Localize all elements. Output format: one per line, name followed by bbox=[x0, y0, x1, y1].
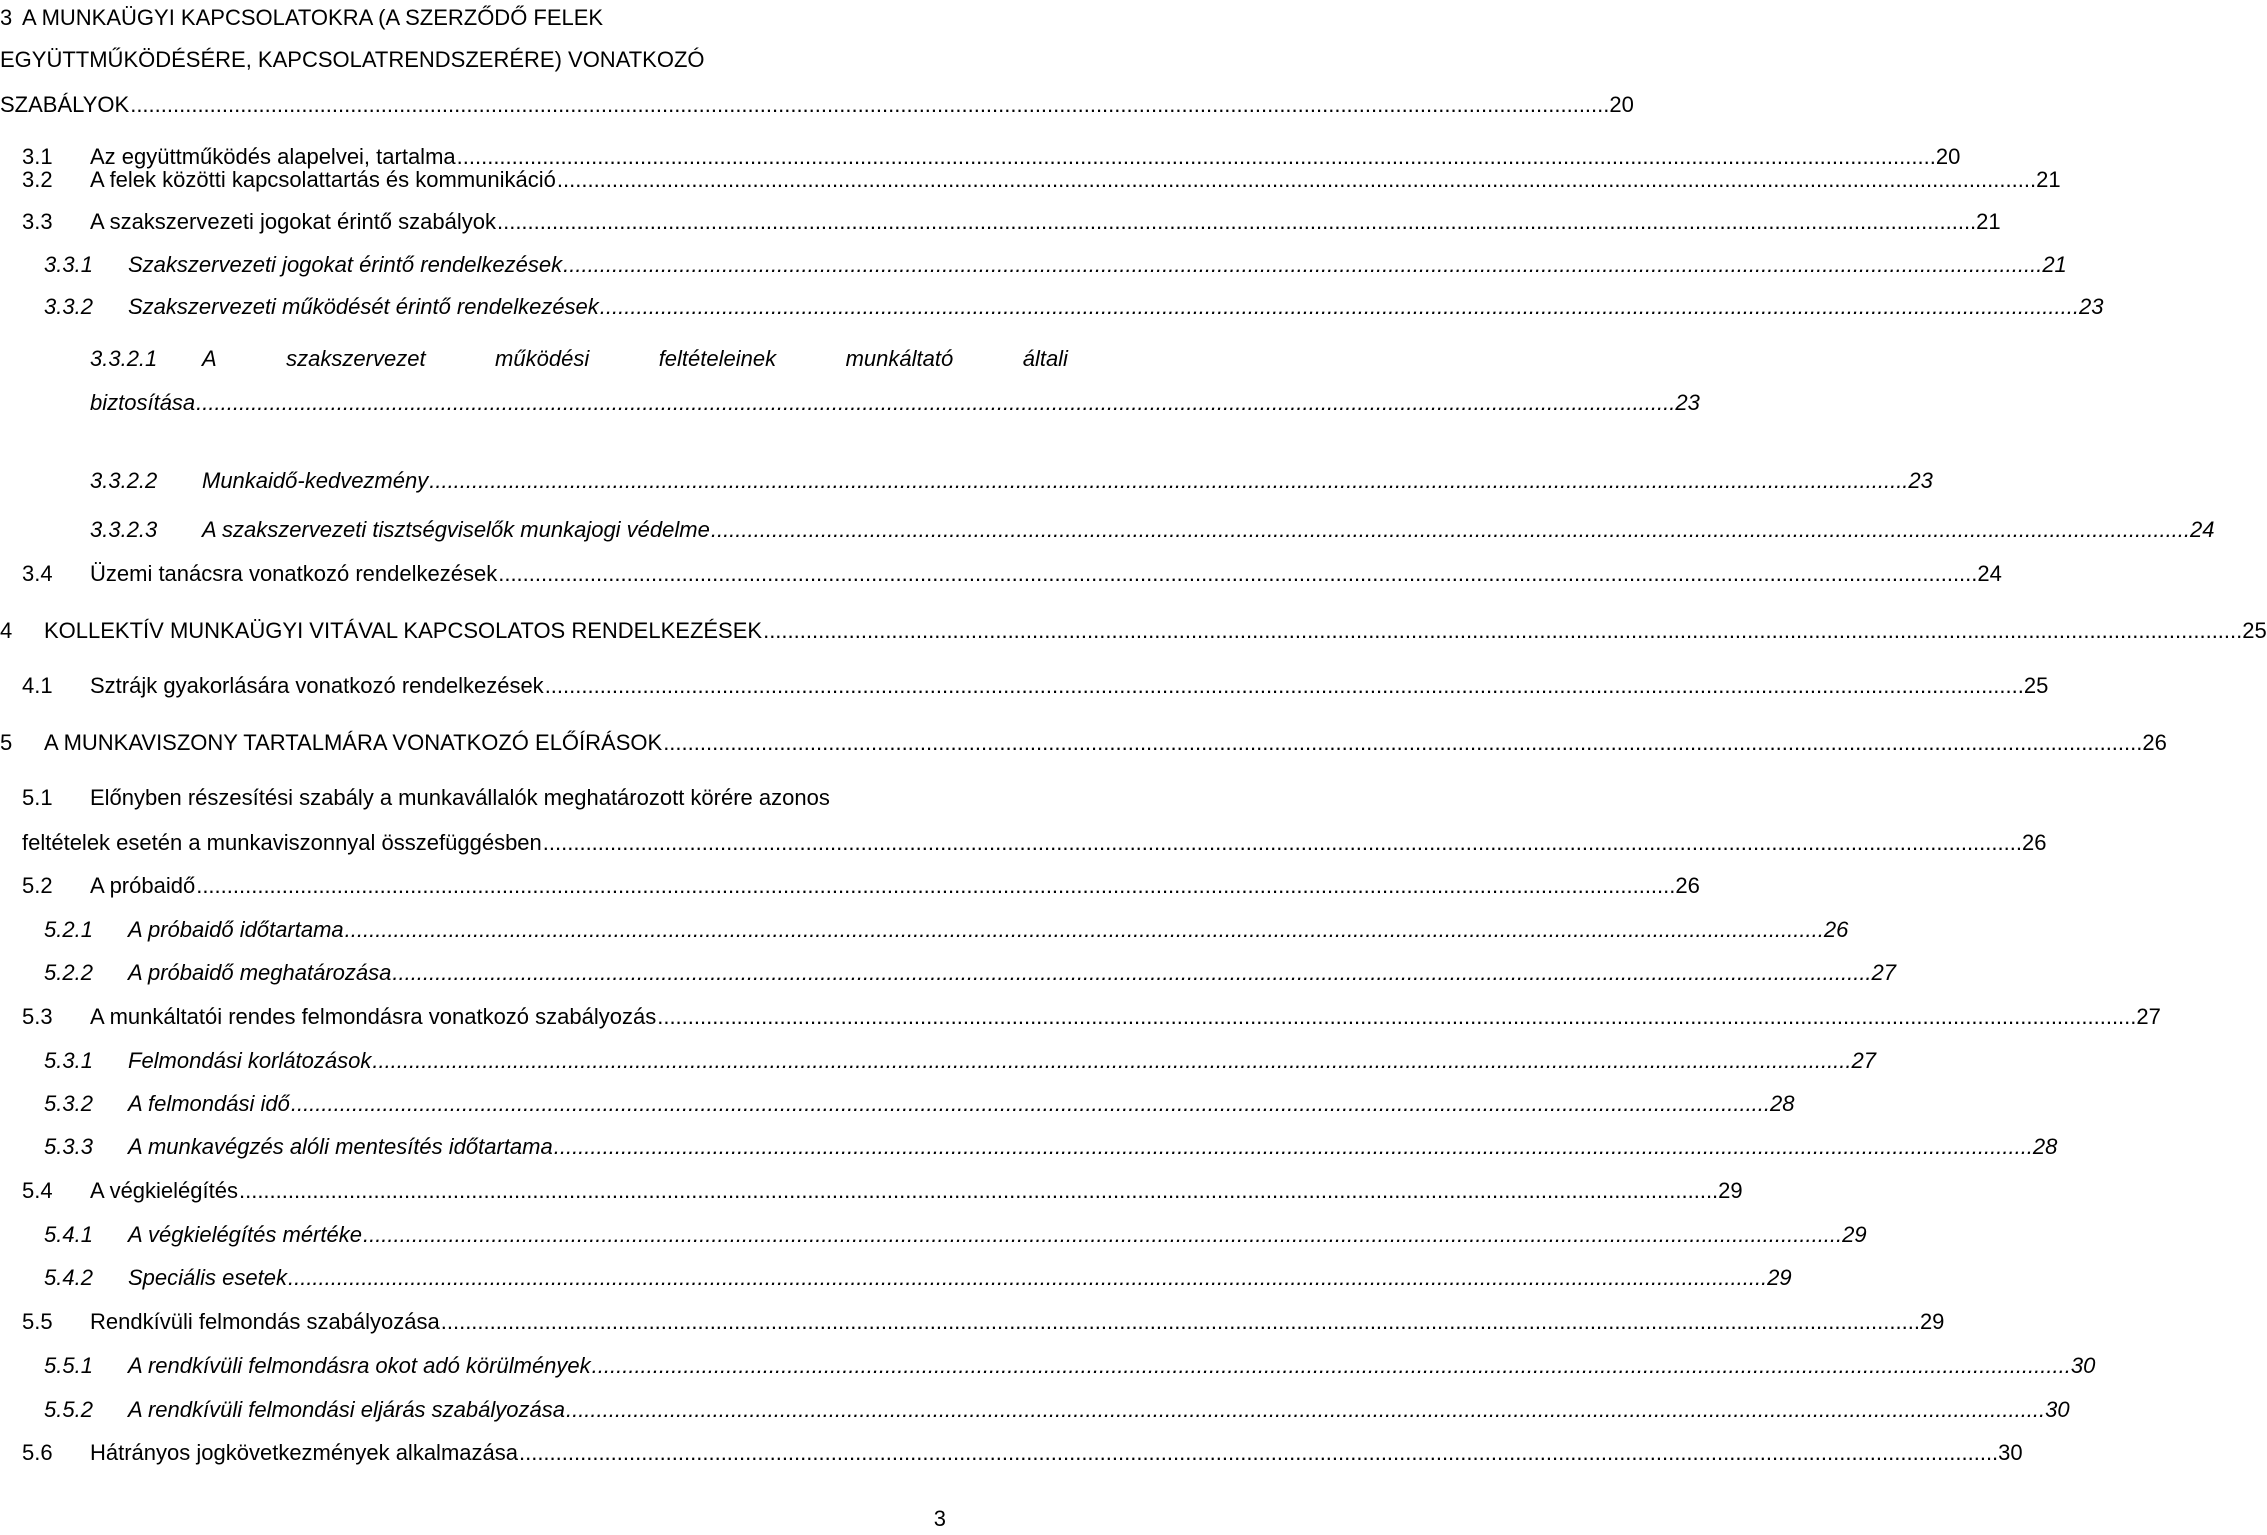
toc-title: A próbaidő időtartama bbox=[128, 917, 344, 942]
toc-page: 21 bbox=[1976, 209, 2001, 234]
toc-page: 29 bbox=[1919, 1309, 1945, 1334]
toc-entry-5-3-1[interactable] bbox=[44, 1045, 1877, 1077]
toc-page: 23 bbox=[1675, 390, 1700, 415]
toc-number: 5.2.2 bbox=[44, 960, 93, 985]
toc-word: szakszervezet bbox=[286, 346, 426, 371]
toc-entry-3-3-2-2[interactable] bbox=[90, 465, 1933, 497]
toc-title: A felmondási idő bbox=[128, 1091, 290, 1116]
toc-title-continued: SZABÁLYOK bbox=[0, 92, 130, 117]
toc-title: A szakszervezeti tisztségviselők munkajogi védelme bbox=[202, 517, 710, 542]
toc-entry-3-3-2-1-line2[interactable] bbox=[90, 387, 1700, 419]
toc-entry-3-4[interactable] bbox=[22, 558, 2002, 590]
toc-number: 4 bbox=[0, 618, 13, 643]
toc-number: 3.1 bbox=[22, 144, 53, 169]
toc-title: A felek közötti kapcsolattartás és kommunikáció bbox=[90, 167, 556, 192]
toc-entry-4-1[interactable] bbox=[22, 670, 2049, 702]
toc-number: 5.3.1 bbox=[44, 1048, 93, 1073]
page-number: 3 bbox=[933, 1506, 946, 1531]
toc-number: 5.6 bbox=[22, 1440, 53, 1465]
toc-page: 30 bbox=[2045, 1397, 2070, 1422]
toc-page: 27 bbox=[1851, 1048, 1877, 1073]
toc-leader bbox=[291, 1088, 1770, 1120]
toc-page: 26 bbox=[2142, 730, 2167, 755]
toc-number: 5 bbox=[0, 730, 13, 755]
toc-number: 3.3.2.1 bbox=[90, 346, 158, 371]
toc-page: 26 bbox=[1675, 873, 1700, 898]
toc-number: 5.1 bbox=[22, 785, 53, 810]
toc-entry-5-1[interactable] bbox=[22, 782, 956, 814]
toc-leader bbox=[566, 1394, 2045, 1426]
toc-leader bbox=[429, 465, 1908, 497]
toc-page: 27 bbox=[1871, 960, 1897, 985]
toc-leader bbox=[196, 870, 1675, 902]
toc-entry-5-4-1[interactable] bbox=[44, 1219, 1867, 1251]
toc-word: A bbox=[202, 346, 217, 371]
toc-page: 20 bbox=[1609, 92, 1634, 117]
toc-entry-5-3-3[interactable] bbox=[44, 1131, 2058, 1163]
toc-number: 3 bbox=[0, 5, 13, 30]
toc-page: 28 bbox=[2032, 1134, 2058, 1159]
toc-title: Szakszervezeti jogokat érintő rendelkezések bbox=[128, 252, 563, 277]
toc-title: A rendkívüli felmondásra okot adó körülmények bbox=[128, 1353, 591, 1378]
toc-leader bbox=[543, 827, 2022, 859]
toc-leader bbox=[763, 615, 2242, 647]
toc-entry-3[interactable] bbox=[0, 2, 760, 34]
toc-page: 30 bbox=[1998, 1440, 2023, 1465]
toc-title: A rendkívüli felmondási eljárás szabályozása bbox=[128, 1397, 565, 1422]
toc-page: 24 bbox=[2190, 517, 2215, 542]
toc-title: Az együttműködés alapelvei, tartalma bbox=[90, 144, 456, 169]
toc-leader bbox=[600, 291, 2079, 323]
toc-leader bbox=[663, 727, 2142, 759]
toc-leader bbox=[497, 206, 1976, 238]
toc-leader bbox=[392, 957, 1871, 989]
toc-number: 3.3.2 bbox=[44, 294, 93, 319]
toc-word: általi bbox=[1022, 346, 1068, 371]
toc-leader bbox=[563, 249, 2042, 281]
toc-leader bbox=[372, 1045, 1851, 1077]
toc-page: 30 bbox=[2070, 1353, 2096, 1378]
toc-page: 29 bbox=[1842, 1222, 1867, 1247]
toc-entry-5-4[interactable] bbox=[22, 1175, 1743, 1207]
toc-title: Hátrányos jogkövetkezmények alkalmazása bbox=[90, 1440, 518, 1465]
toc-entry-5-5-1[interactable] bbox=[44, 1350, 2096, 1382]
toc-title: A próbaidő bbox=[90, 873, 196, 898]
toc-title: Felmondási korlátozások bbox=[128, 1048, 372, 1073]
toc-word: működési bbox=[495, 346, 590, 371]
toc-entry-5-1-line2[interactable] bbox=[22, 827, 2047, 859]
toc-number: 5.3.2 bbox=[44, 1091, 93, 1116]
toc-number: 3.3.2.3 bbox=[90, 517, 158, 542]
toc-word: feltételeinek bbox=[658, 346, 777, 371]
toc-number: 5.4 bbox=[22, 1178, 53, 1203]
toc-number: 5.5.2 bbox=[44, 1397, 93, 1422]
toc-leader bbox=[196, 387, 1675, 419]
toc-leader bbox=[519, 1437, 1998, 1469]
toc-title-continued: EGYÜTTMŰKÖDÉSÉRE, KAPCSOLATRENDSZERÉRE) VONATKOZÓ bbox=[0, 47, 705, 72]
toc-entry-3-3[interactable] bbox=[22, 206, 2001, 238]
toc-entry-3-3-2-1[interactable] bbox=[90, 343, 1068, 375]
toc-title: A végkielégítés mértéke bbox=[128, 1222, 362, 1247]
toc-title: A végkielégítés bbox=[90, 1178, 238, 1203]
toc-number: 5.3.3 bbox=[44, 1134, 93, 1159]
toc-page: 27 bbox=[2136, 1004, 2161, 1029]
toc-leader bbox=[557, 164, 2036, 196]
toc-entry-4[interactable] bbox=[0, 615, 2267, 647]
toc-page: 29 bbox=[1718, 1178, 1743, 1203]
toc-entry-5[interactable] bbox=[0, 727, 2167, 759]
toc-entry-3-2[interactable] bbox=[22, 164, 2061, 196]
toc-title: Szakszervezeti működését érintő rendelkezések bbox=[128, 294, 599, 319]
toc-title: A munkavégzés alóli mentesítés időtartama bbox=[128, 1134, 553, 1159]
toc-leader bbox=[657, 1001, 2136, 1033]
toc-number: 5.3 bbox=[22, 1004, 53, 1029]
toc-entry-3-line3[interactable] bbox=[0, 89, 1634, 121]
toc-number: 3.2 bbox=[22, 167, 53, 192]
toc-page: 26 bbox=[1823, 917, 1849, 942]
toc-entry-3-line2 bbox=[0, 44, 940, 76]
toc-leader bbox=[545, 670, 2024, 702]
toc-entry-5-2-1[interactable] bbox=[44, 914, 1849, 946]
toc-number: 3.4 bbox=[22, 561, 53, 586]
toc-entry-5-6[interactable] bbox=[22, 1437, 2023, 1469]
toc-page: 24 bbox=[1977, 561, 2002, 586]
toc-leader bbox=[554, 1131, 2033, 1163]
toc-number: 5.5.1 bbox=[44, 1353, 93, 1378]
toc-number: 3.3.2.2 bbox=[90, 468, 158, 493]
toc-title: Sztrájk gyakorlására vonatkozó rendelkezések bbox=[90, 673, 544, 698]
toc-word: munkáltató bbox=[845, 346, 954, 371]
toc-entry-5-3-2[interactable] bbox=[44, 1088, 1795, 1120]
toc-leader bbox=[711, 514, 2190, 546]
toc-title: A szakszervezeti jogokat érintő szabályok bbox=[90, 209, 496, 234]
toc-page: 21 bbox=[2036, 167, 2061, 192]
toc-page: 28 bbox=[1770, 1091, 1795, 1116]
toc-title: KOLLEKTÍV MUNKAÜGYI VITÁVAL KAPCSOLATOS RENDELKEZÉSEK bbox=[44, 618, 763, 643]
toc-number: 4.1 bbox=[22, 673, 53, 698]
toc-page: 20 bbox=[1935, 144, 1961, 169]
toc-title: A próbaidő meghatározása bbox=[128, 960, 392, 985]
toc-entry-3-3-2[interactable] bbox=[44, 291, 2104, 323]
toc-number: 5.5 bbox=[22, 1309, 53, 1334]
toc-number: 3.3 bbox=[22, 209, 53, 234]
toc-title: Speciális esetek bbox=[128, 1265, 287, 1290]
toc-leader bbox=[288, 1262, 1767, 1294]
toc-number: 5.4.2 bbox=[44, 1265, 93, 1290]
toc-title: Rendkívüli felmondás szabályozása bbox=[90, 1309, 440, 1334]
toc-title-continued: feltételek esetén a munkaviszonnyal összefüggésben bbox=[22, 830, 542, 855]
toc-title: A MUNKAÜGYI KAPCSOLATOKRA (A SZERZŐDŐ FELEK bbox=[22, 5, 604, 30]
toc-number: 5.2.1 bbox=[44, 917, 93, 942]
toc-page: 23 bbox=[1908, 468, 1933, 493]
toc-entry-5-2[interactable] bbox=[22, 870, 1700, 902]
toc-leader bbox=[592, 1350, 2071, 1382]
toc-leader bbox=[130, 89, 1609, 121]
toc-entry-5-2-2[interactable] bbox=[44, 957, 1897, 989]
toc-page: 25 bbox=[2242, 618, 2267, 643]
toc-leader bbox=[363, 1219, 1842, 1251]
toc-number: 5.4.1 bbox=[44, 1222, 93, 1247]
toc-leader bbox=[441, 1306, 1920, 1338]
toc-title-continued: biztosítása bbox=[90, 390, 196, 415]
toc-title bbox=[202, 343, 1068, 375]
toc-leader bbox=[239, 1175, 1718, 1207]
toc-title: Üzemi tanácsra vonatkozó rendelkezések bbox=[90, 561, 498, 586]
toc-page: 29 bbox=[1767, 1265, 1792, 1290]
toc-entry-5-5[interactable] bbox=[22, 1306, 1945, 1338]
toc-entry-3-3-2-3[interactable] bbox=[90, 514, 2215, 546]
toc-title: A munkáltatói rendes felmondásra vonatkozó szabályozás bbox=[90, 1004, 657, 1029]
toc-leader bbox=[498, 558, 1977, 590]
toc-title: Munkaidő-kedvezmény bbox=[202, 468, 429, 493]
toc-title: Előnyben részesítési szabály a munkavállalók meghatározott körére azonos bbox=[90, 785, 830, 810]
toc-leader bbox=[345, 914, 1824, 946]
toc-entry-5-5-2[interactable] bbox=[44, 1394, 2070, 1426]
toc-title: A MUNKAVISZONY TARTALMÁRA VONATKOZÓ ELŐÍRÁSOK bbox=[44, 730, 663, 755]
toc-page: 23 bbox=[2078, 294, 2104, 319]
toc-number: 3.3.1 bbox=[44, 252, 93, 277]
toc-entry-3-3-1[interactable] bbox=[44, 249, 2067, 281]
toc-page: 26 bbox=[2021, 830, 2047, 855]
toc-page: 25 bbox=[2023, 673, 2049, 698]
toc-number: 5.2 bbox=[22, 873, 53, 898]
toc-page: 21 bbox=[2042, 252, 2067, 277]
toc-entry-5-3[interactable] bbox=[22, 1001, 2161, 1033]
toc-entry-5-4-2[interactable] bbox=[44, 1262, 1792, 1294]
